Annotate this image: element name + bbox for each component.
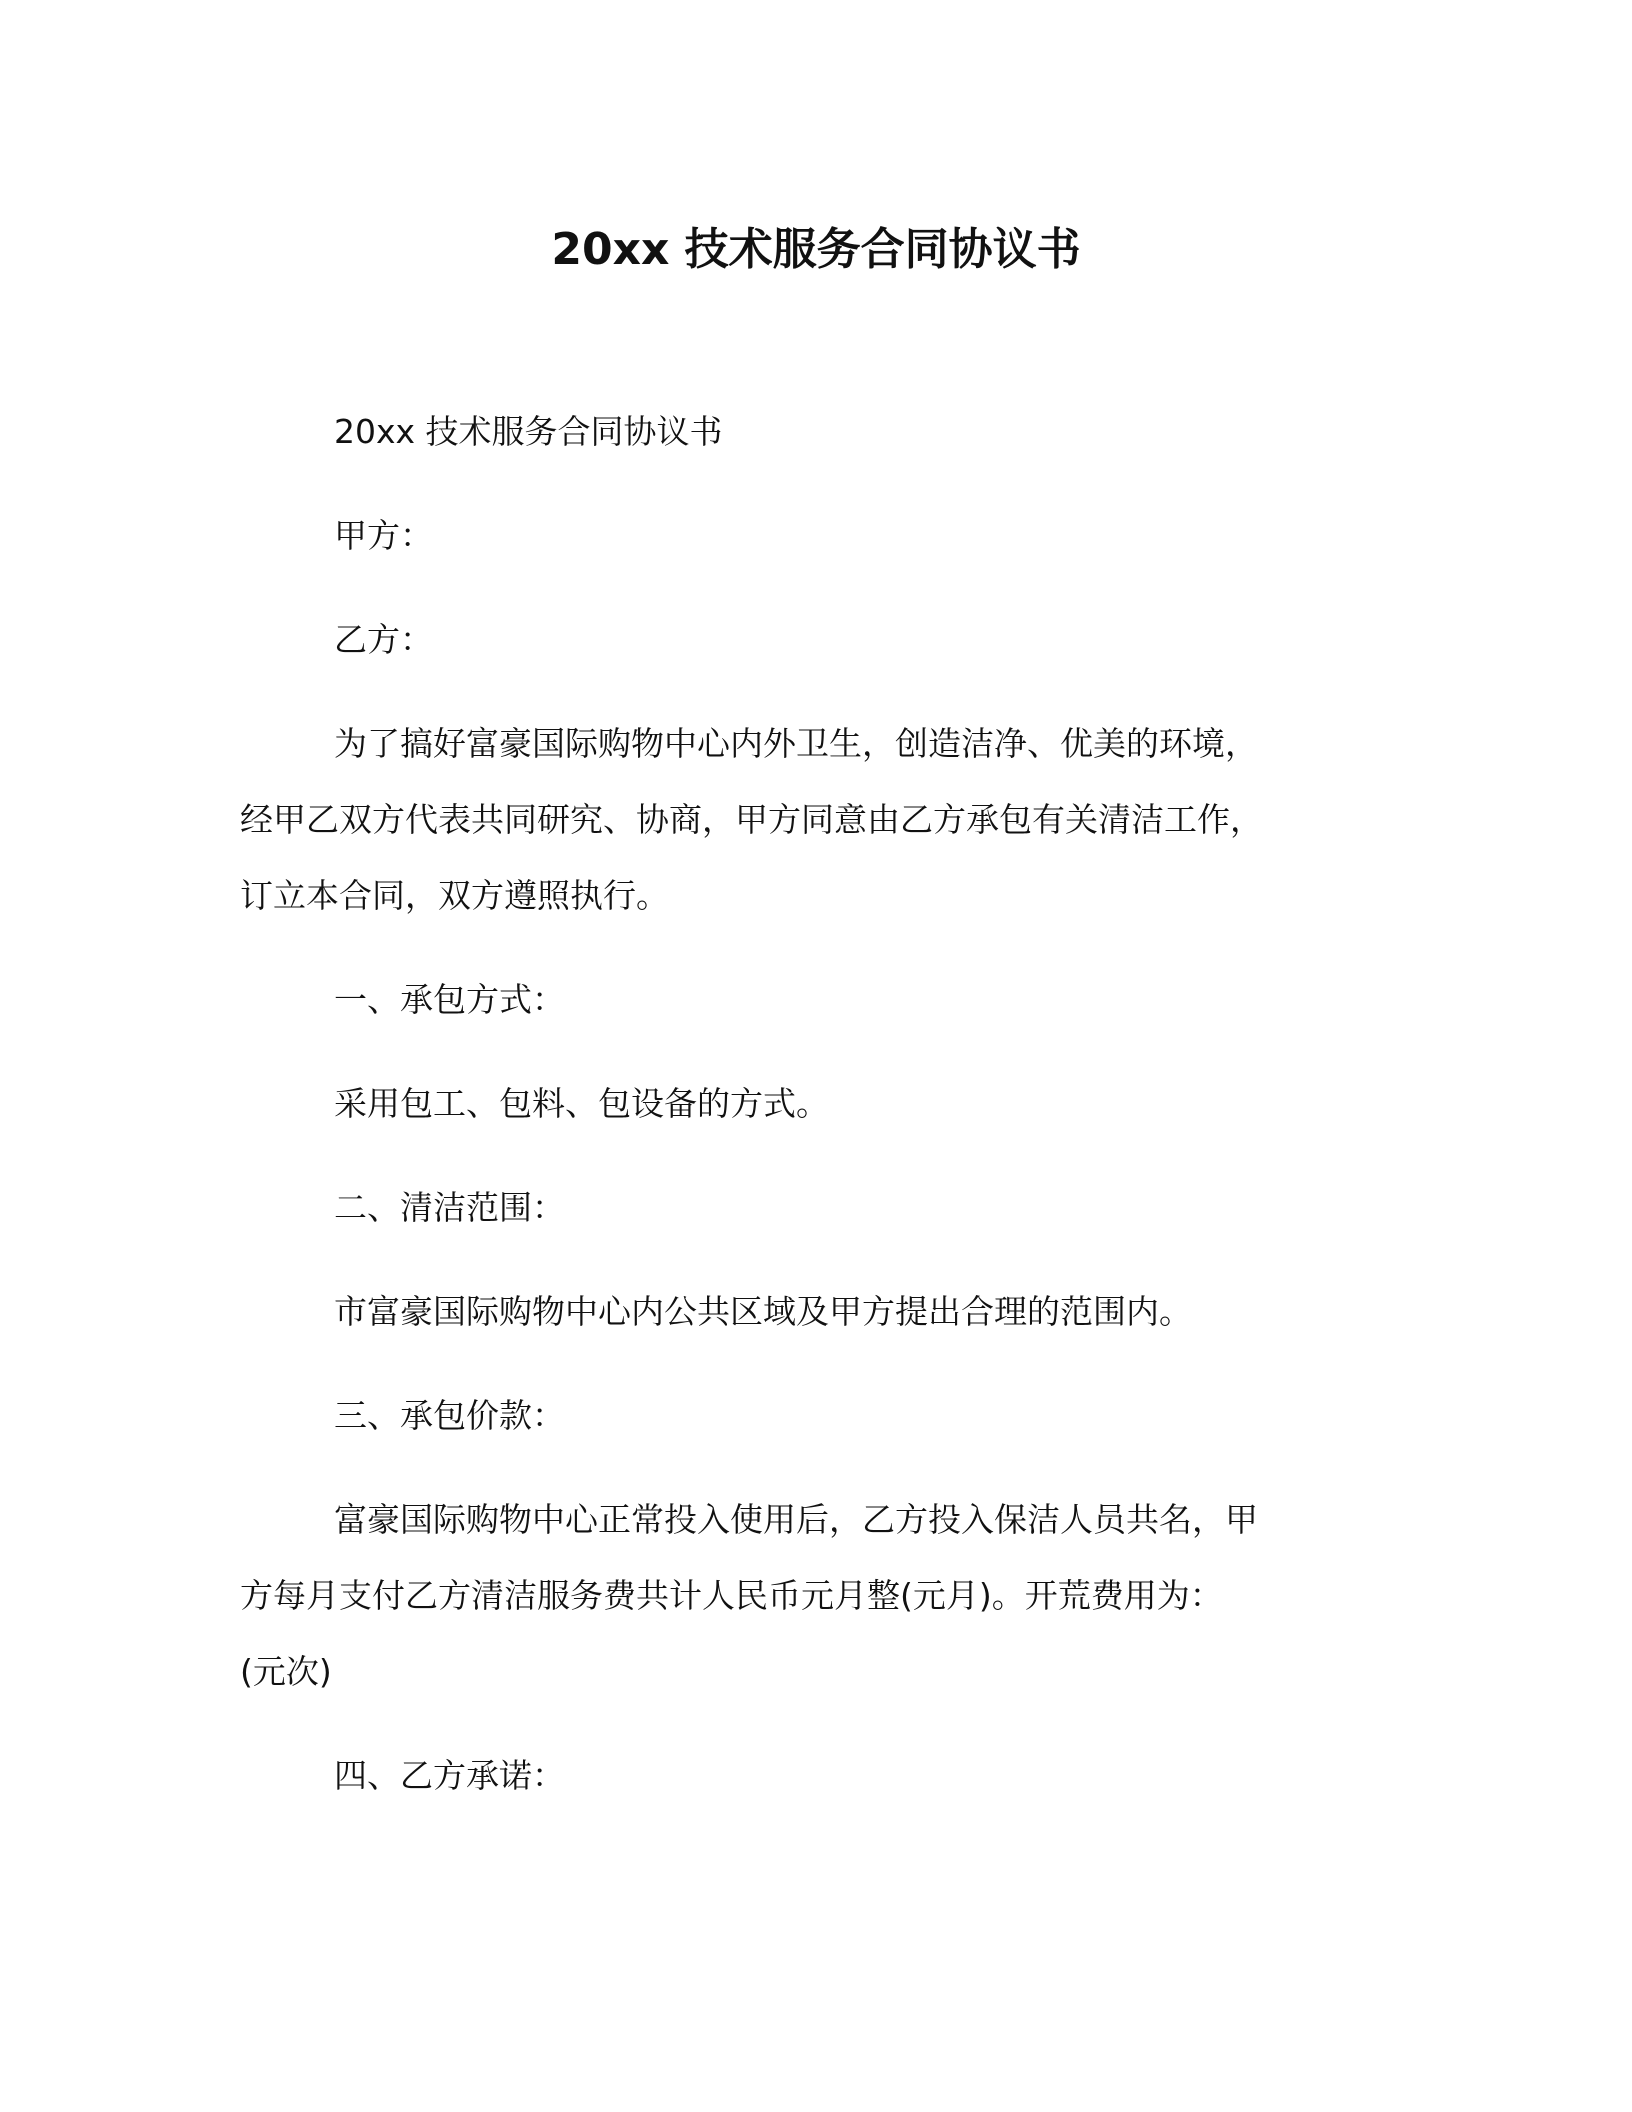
subtitle-line: 20xx 技术服务合同协议书 — [334, 412, 723, 451]
document-body — [240, 394, 1390, 1814]
section-1-text: 采用包工、包料、包设备的方式。 — [334, 1084, 829, 1123]
section-2-text: 市富豪国际购物中心内公共区域及甲方提出合理的范围内。 — [334, 1292, 1192, 1331]
section-4-heading: 四、乙方承诺： — [334, 1756, 565, 1795]
section-3-heading: 三、承包价款： — [334, 1396, 565, 1435]
section-3-text-line-2: 方每月支付乙方清洁服务费共计人民币元月整(元月)。开荒费用为： — [240, 1576, 1223, 1615]
section-2-heading: 二、清洁范围： — [334, 1188, 565, 1227]
preamble-line-1: 为了搞好富豪国际购物中心内外卫生，创造洁净、优美的环境， — [334, 724, 1258, 763]
section-1-heading: 一、承包方式： — [334, 980, 565, 1019]
section-3-text-line-1: 富豪国际购物中心正常投入使用后，乙方投入保洁人员共名，甲 — [334, 1500, 1258, 1539]
party-b-line: 乙方： — [334, 620, 433, 659]
preamble-line-2: 经甲乙双方代表共同研究、协商，甲方同意由乙方承包有关清洁工作， — [240, 800, 1263, 839]
preamble-line-3: 订立本合同，双方遵照执行。 — [240, 876, 669, 915]
section-3-text-line-3: (元次) — [240, 1652, 332, 1691]
party-a-line: 甲方： — [334, 516, 433, 555]
document-title: 20xx 技术服务合同协议书 — [551, 224, 1081, 275]
